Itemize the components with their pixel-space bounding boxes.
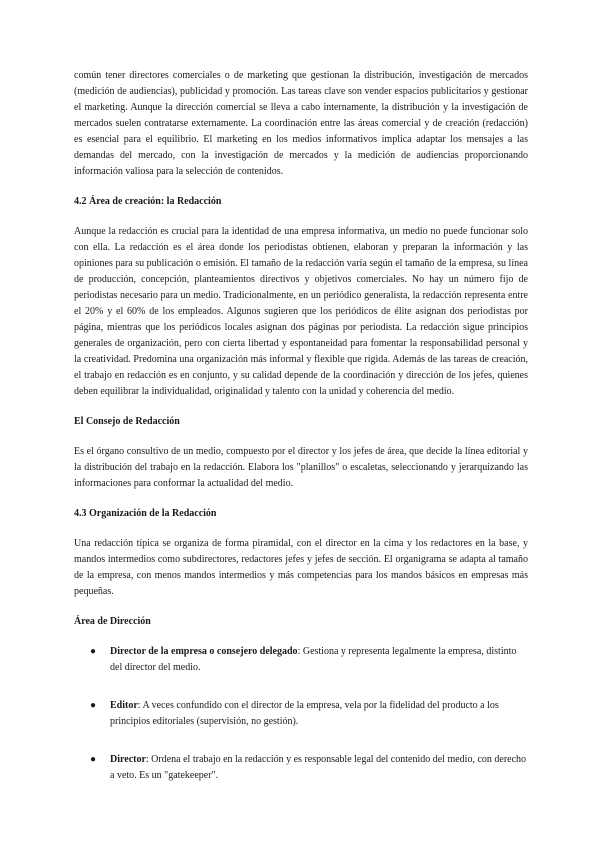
list-item: [74, 752, 528, 784]
paragraph-redaccion: Aunque la redacción es crucial para la identidad de una empresa informativa, un medio no puede funcionar solo con ella. La redacción es el área donde los periodistas obtienen, elaboran y preparan la información y las opiniones para su publicación o emisión. El tamaño de la redacción varía según el tamaño de la empresa, su línea de producción, concepción, planteamientos directivos y objetivos comerciales. No hay un número fijo de periodistas necesario para un medio. Tradicionalmente, en un periódico generalista, la redacción representa entre el 20% y el 60% de los empleados. Algunos sugieren que los periódicos de élite asignan dos periodistas por página, mientras que los periódicos locales asignan dos páginas por periodista. La redacción sigue principios generales de organización, pero con cierta libertad y espontaneidad para fomentar la responsabilidad personal y la creatividad. Predomina una organización más informal y flexible que rígida. Además de las tareas de creación, el trabajo en redacción es en conjunto, y su calidad depende de la coordinación y dirección de los jefes, quienes deben equilibrar la individualidad, originalidad y talento con la unidad y coherencia del medio.: [74, 226, 528, 397]
list-item-desc: : Gestiona y representa legalmente la empresa, distinto del director del medio.: [110, 646, 517, 673]
paragraph-consejo: Es el órgano consultivo de un medio, compuesto por el director y los jefes de área, que decide la línea editorial y la distribución del trabajo en la redacción. Elabora los "planillos" o escaletas, seleccionando y jerarquizando las informaciones para conformar la actualidad del medio.: [74, 446, 528, 489]
list-item: [74, 698, 528, 730]
bullet-icon: ●: [90, 754, 97, 765]
heading-consejo-redaccion: El Consejo de Redacción: [74, 416, 180, 427]
list-item-desc: : Ordena el trabajo en la redacción y es responsable legal del contenido del medio, con derecho a veto. Es un "gatekeeper".: [110, 754, 527, 781]
heading-organizacion: 4.3 Organización de la Redacción: [74, 508, 217, 519]
list-item-desc: : A veces confundido con el director de la empresa, vela por la fidelidad del producto a los principios editoriales (supervisión, no gestión).: [110, 700, 499, 727]
heading-area-direccion: Área de Dirección: [74, 616, 151, 627]
list-item-term: Director: [110, 754, 146, 765]
heading-area-creacion: 4.2 Área de creación: la Redacción: [74, 196, 222, 207]
paragraph-organizacion: Una redacción típica se organiza de forma piramidal, con el director en la cima y los redactores en la base, y mandos intermedios como subdirectores, redactores jefes y jefes de sección. El organigrama se adapta al tamaño de la empresa, con menos mandos intermedios y más competencias para los mandos básicos en empresas más pequeñas.: [74, 538, 528, 597]
direccion-list: [74, 644, 528, 784]
bullet-icon: ●: [90, 646, 97, 657]
document-page: [74, 68, 528, 806]
paragraph-marketing: común tener directores comerciales o de marketing que gestionan la distribución, investigación de mercados (medición de audiencias), publicidad y promoción. Las tareas clave son vender espacios publicitarios y gestionar el marketing. Aunque la dirección comercial se lleva a cabo internamente, la distribución y la investigación de mercados suelen contratarse externamente. La coordinación entre las áreas comercial y de creación (redacción) es esencial para el equilibrio. El marketing en los medios informativos implica adaptar los mensajes a las demandas del mercado, con la investigación de mercados y la medición de audiencias proporcionando información valiosa para la selección de contenidos.: [74, 70, 528, 177]
bullet-icon: ●: [90, 700, 97, 711]
list-item: [74, 644, 528, 676]
list-item-term: Editor: [110, 700, 138, 711]
list-item-term: Director de la empresa o consejero delegado: [110, 646, 298, 657]
